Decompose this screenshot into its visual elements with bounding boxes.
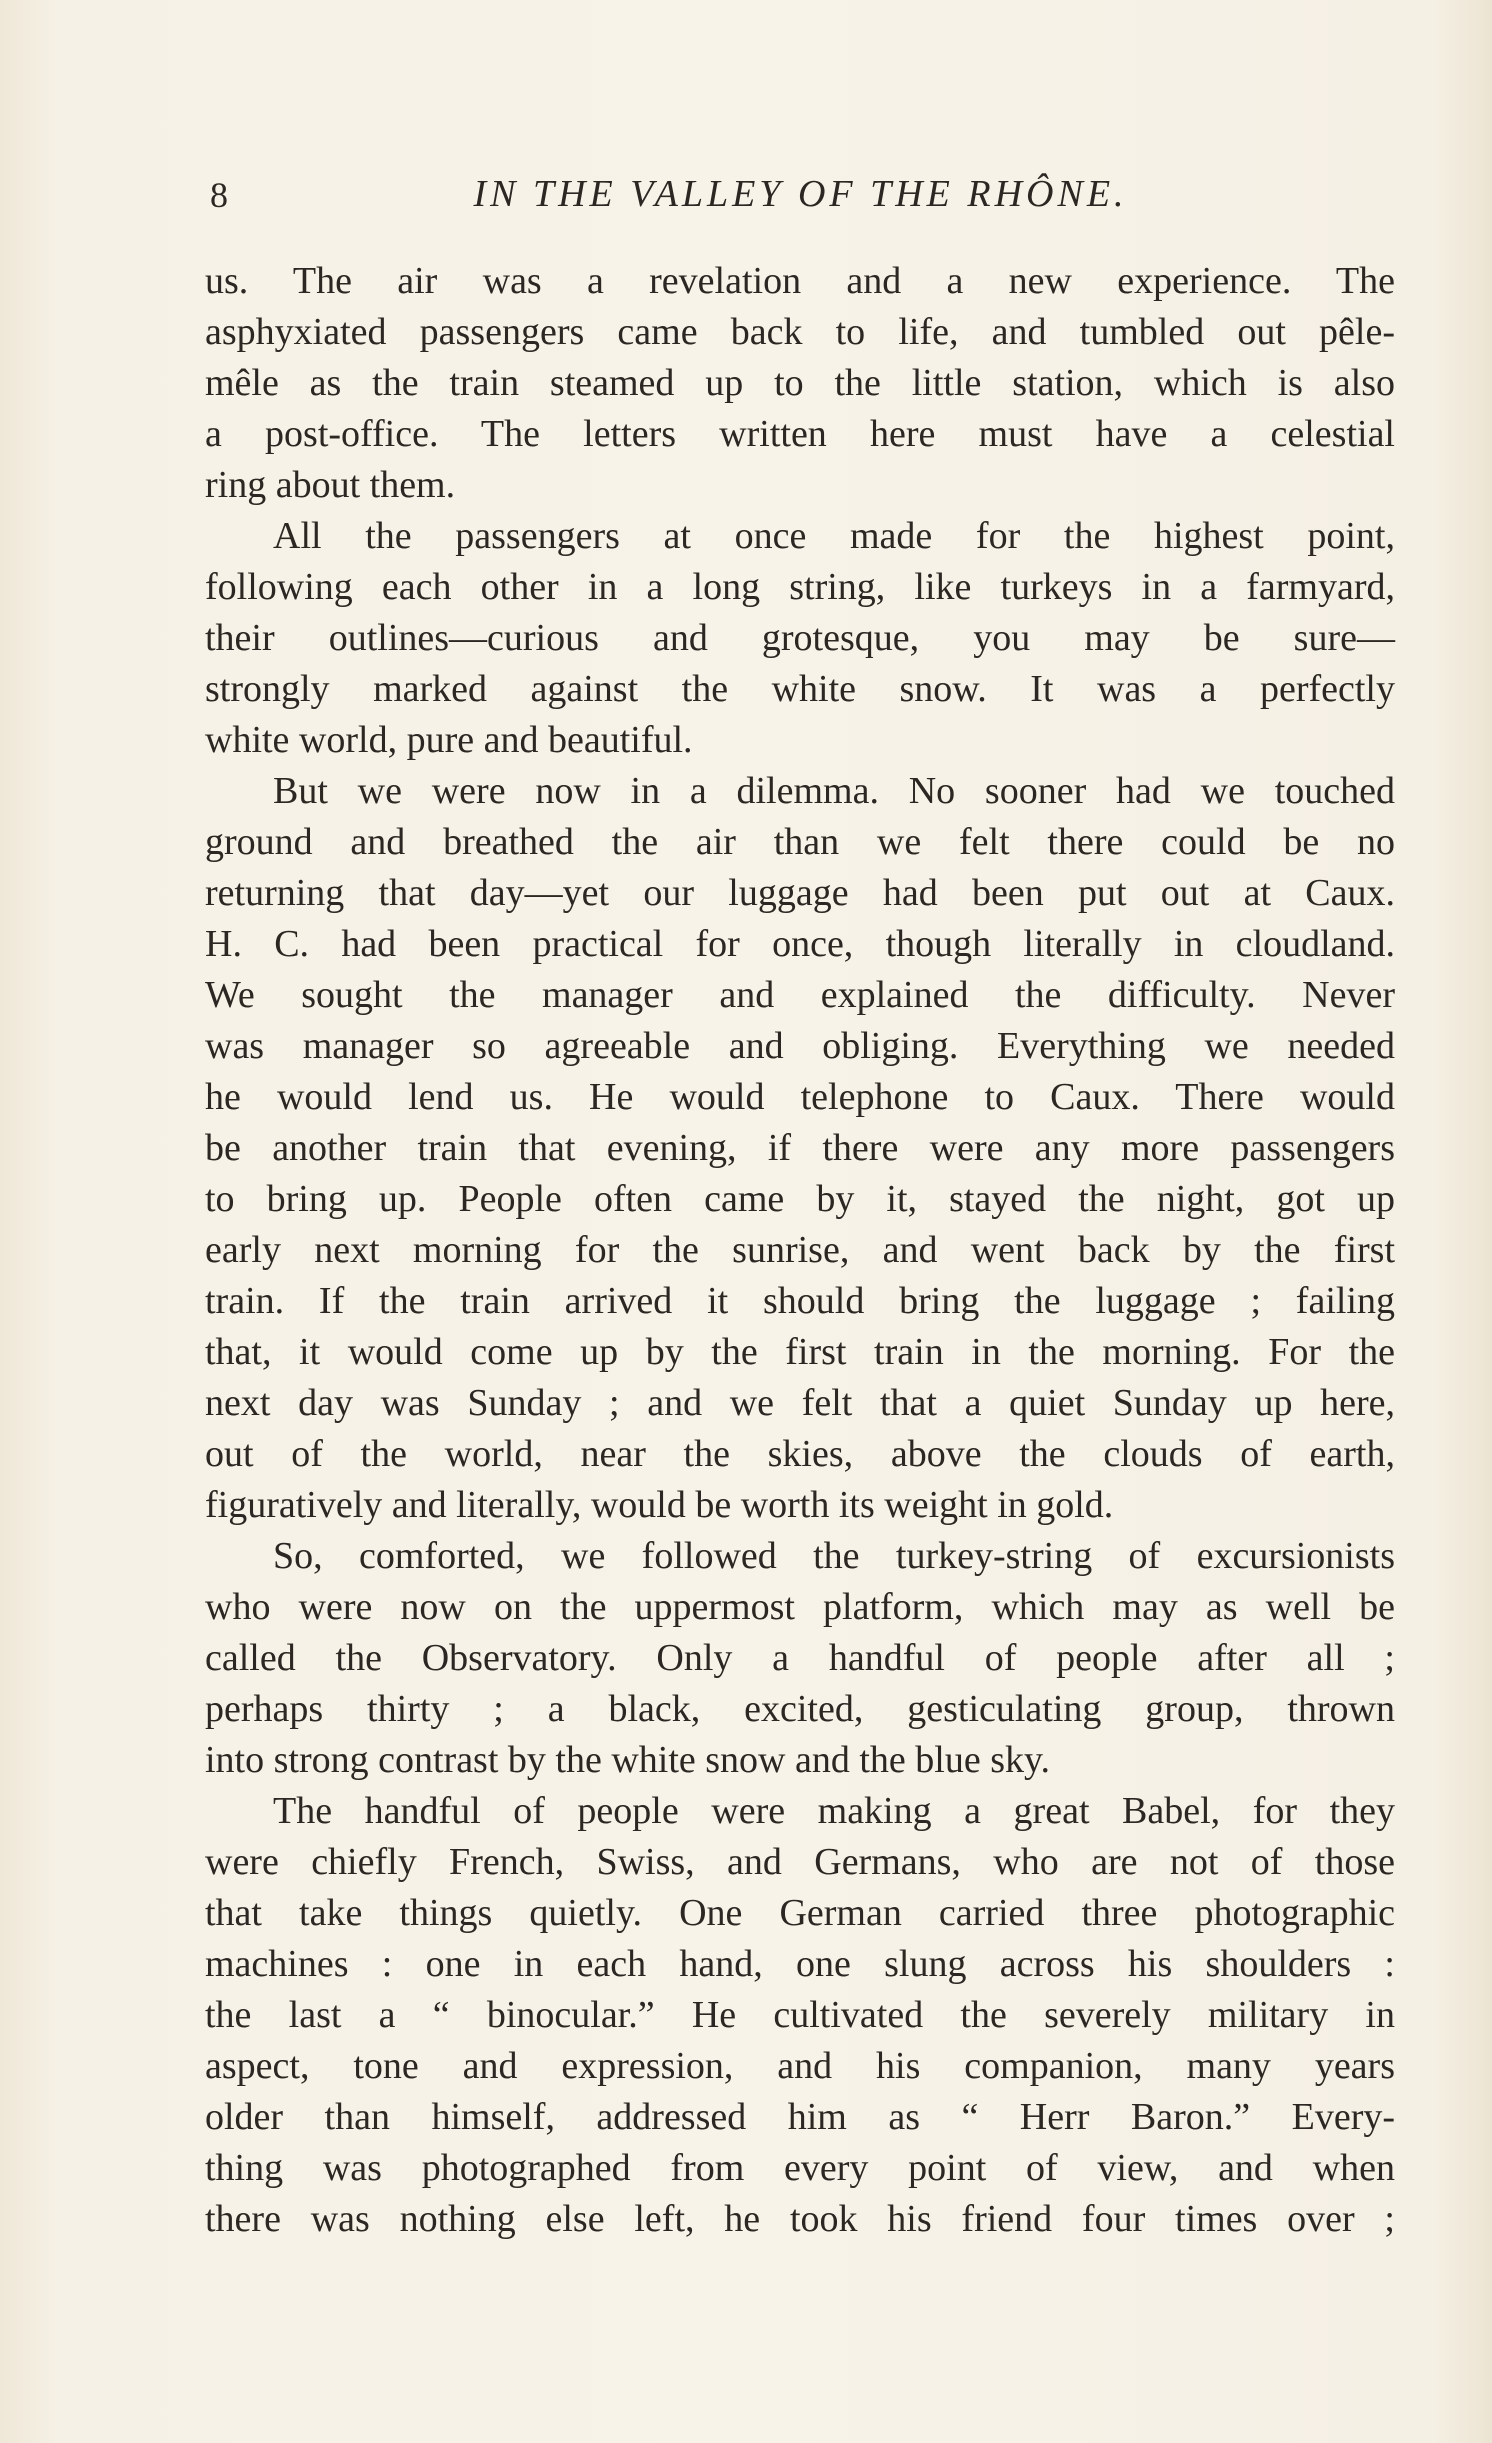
text-line: there was nothing else left, he took his friend four times over ; [205,2198,1395,2240]
text-line: asphyxiated passengers came back to life, and tumbled out pêle- [205,311,1395,353]
text-line: us. The air was a revelation and a new experience. The [205,260,1395,302]
text-line: figuratively and literally, would be worth its weight in gold. [205,1484,1114,1526]
text-line: ground and breathed the air than we felt there could be no [205,821,1395,863]
text-line: machines : one in each hand, one slung across his shoulders : [205,1943,1395,1985]
text-line: But we were now in a dilemma. No sooner had we touched [273,770,1395,812]
text-line: So, comforted, we followed the turkey-string of excursionists [273,1535,1395,1577]
text-line: into strong contrast by the white snow and the blue sky. [205,1739,1051,1781]
text-line: next day was Sunday ; and we felt that a quiet Sunday up here, [205,1382,1395,1424]
text-line: the last a “ binocular.” He cultivated the severely military in [205,1994,1395,2036]
text-line: aspect, tone and expression, and his companion, many years [205,2045,1395,2087]
text-line: called the Observatory. Only a handful of people after all ; [205,1637,1395,1679]
text-line: strongly marked against the white snow. It was a perfectly [205,668,1395,710]
text-line: perhaps thirty ; a black, excited, gesticulating group, thrown [205,1688,1395,1730]
text-line: to bring up. People often came by it, stayed the night, got up [205,1178,1395,1220]
text-line: who were now on the uppermost platform, which may as well be [205,1586,1395,1628]
text-line: mêle as the train steamed up to the little station, which is also [205,362,1395,404]
text-line: their outlines—curious and grotesque, you may be sure— [205,617,1395,659]
text-line: thing was photographed from every point of view, and when [205,2147,1395,2189]
text-line: were chiefly French, Swiss, and Germans, who are not of those [205,1841,1395,1883]
page-header [208,168,1393,224]
page-number: 8 [210,175,228,215]
text-line: white world, pure and beautiful. [205,719,693,761]
text-line: train. If the train arrived it should bring the luggage ; failing [205,1280,1395,1322]
text-line: was manager so agreeable and obliging. Everything we needed [205,1025,1395,1067]
text-line: All the passengers at once made for the highest point, [273,515,1395,557]
text-line: he would lend us. He would telephone to Caux. There would [205,1076,1395,1118]
text-line: that, it would come up by the first train in the morning. For the [205,1331,1395,1373]
running-head: IN THE VALLEY OF THE RHÔNE. [473,173,1128,215]
text-line: older than himself, addressed him as “ Herr Baron.” Every- [205,2096,1395,2138]
text-line: following each other in a long string, like turkeys in a farmyard, [205,566,1395,608]
text-line: We sought the manager and explained the difficulty. Never [205,974,1395,1016]
text-line: H. C. had been practical for once, though literally in cloudland. [205,923,1395,965]
text-line: The handful of people were making a great Babel, for they [273,1790,1395,1832]
text-line: out of the world, near the skies, above the clouds of earth, [205,1433,1395,1475]
body-text [205,256,1395,2245]
text-line: returning that day—yet our luggage had been put out at Caux. [205,872,1395,914]
text-line: ring about them. [205,464,456,506]
text-line: that take things quietly. One German carried three photographic [205,1892,1395,1934]
text-line: early next morning for the sunrise, and went back by the first [205,1229,1395,1271]
text-line: a post-office. The letters written here must have a celestial [205,413,1395,455]
text-line: be another train that evening, if there were any more passengers [205,1127,1395,1169]
